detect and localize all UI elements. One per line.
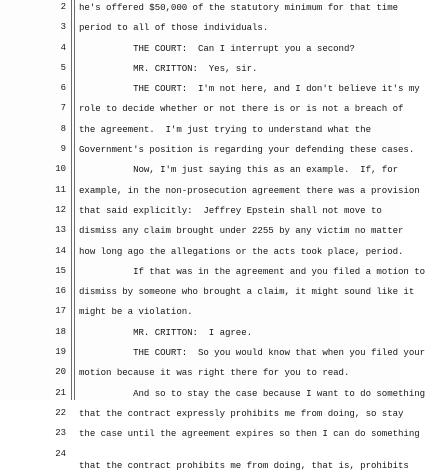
line-text: that the contract prohibits me from doing, that is, prohibits <box>79 459 409 471</box>
transcript-line <box>0 363 400 383</box>
transcript-line <box>0 0 400 18</box>
line-text: Now, I'm just saying this as an example. If, for <box>79 164 399 176</box>
transcript-line <box>0 424 420 444</box>
line-text: THE COURT: Can I interrupt you a second? <box>79 42 355 54</box>
transcript-line <box>0 120 400 140</box>
line-text: And so to stay the case because I want to do something <box>79 387 425 399</box>
line-number: 11 <box>55 184 66 195</box>
line-number: 8 <box>60 123 66 134</box>
line-text: might be a violation. <box>79 306 193 318</box>
line-text: dismiss by someone who brought a claim, it might sound like it <box>79 286 415 298</box>
line-text: motion because it was right there for you to read. <box>79 367 350 379</box>
line-text: If that was in the agreement and you filed a motion to <box>79 265 425 277</box>
transcript-line <box>0 343 425 363</box>
transcript-line <box>0 221 404 241</box>
line-number: 15 <box>55 265 66 276</box>
line-text: how long ago the allegations or the acts took place, period. <box>79 245 404 257</box>
line-number: 2 <box>60 2 66 12</box>
transcript-line <box>0 404 404 424</box>
transcript-line <box>0 262 425 282</box>
line-text: period to all of those individuals. <box>79 22 269 34</box>
line-number: 23 <box>55 428 66 439</box>
transcript-line <box>0 140 415 160</box>
transcript-line <box>0 59 400 79</box>
line-number: 4 <box>60 42 66 53</box>
line-text: the agreement. I'm just trying to understand what the <box>79 123 371 135</box>
line-number: 9 <box>60 144 66 155</box>
transcript-line <box>0 79 420 99</box>
line-number: 18 <box>55 326 66 337</box>
line-number: 22 <box>55 407 66 418</box>
line-number: 24 <box>55 448 66 459</box>
line-number: 6 <box>60 83 66 94</box>
line-number: 14 <box>55 245 66 256</box>
line-text: MR. CRITTON: I agree. <box>79 326 253 338</box>
line-text: dismiss any claim brought under 2255 by any victim no matter <box>79 225 404 237</box>
transcript-line <box>0 302 400 322</box>
line-text: that said explicitly: Jeffrey Epstein shall not move to <box>79 204 382 216</box>
line-number: 10 <box>55 164 66 175</box>
line-text: example, in the non-prosecution agreement there was a provision <box>79 184 420 196</box>
line-number: 17 <box>55 306 66 317</box>
line-number: 13 <box>55 225 66 236</box>
transcript-line <box>0 323 400 343</box>
line-number: 16 <box>55 286 66 297</box>
transcript-line <box>0 384 425 404</box>
transcript-line <box>0 201 400 221</box>
transcript-line <box>0 39 400 59</box>
line-number: 12 <box>55 204 66 215</box>
line-text: THE COURT: I'm not here, and I don't believe it's my <box>79 83 420 95</box>
transcript-line <box>0 160 400 180</box>
line-text: Government's position is regarding your defending these cases. <box>79 144 415 156</box>
line-text: role to decide whether or not there is or is not a breach of <box>79 103 404 115</box>
line-number: 5 <box>60 62 66 73</box>
transcript-line <box>0 181 420 201</box>
transcript-line <box>0 242 404 262</box>
transcript-line <box>0 18 400 38</box>
line-number: 21 <box>55 387 66 398</box>
line-text: he's offered $50,000 of the statutory minimum for that time <box>79 2 399 13</box>
line-text: MR. CRITTON: Yes, sir. <box>79 62 258 74</box>
transcript-line <box>0 99 404 119</box>
line-number: 3 <box>60 22 66 33</box>
transcript-line <box>0 445 409 471</box>
line-text: THE COURT: So you would know that when you filed your <box>79 347 425 359</box>
line-number: 7 <box>60 103 66 114</box>
line-number: 20 <box>55 367 66 378</box>
line-text: that the contract expressly prohibits me from doing, so stay <box>79 407 404 419</box>
transcript-line <box>0 282 415 302</box>
line-number: 19 <box>55 347 66 358</box>
line-text: the case until the agreement expires so then I can do something <box>79 428 420 440</box>
